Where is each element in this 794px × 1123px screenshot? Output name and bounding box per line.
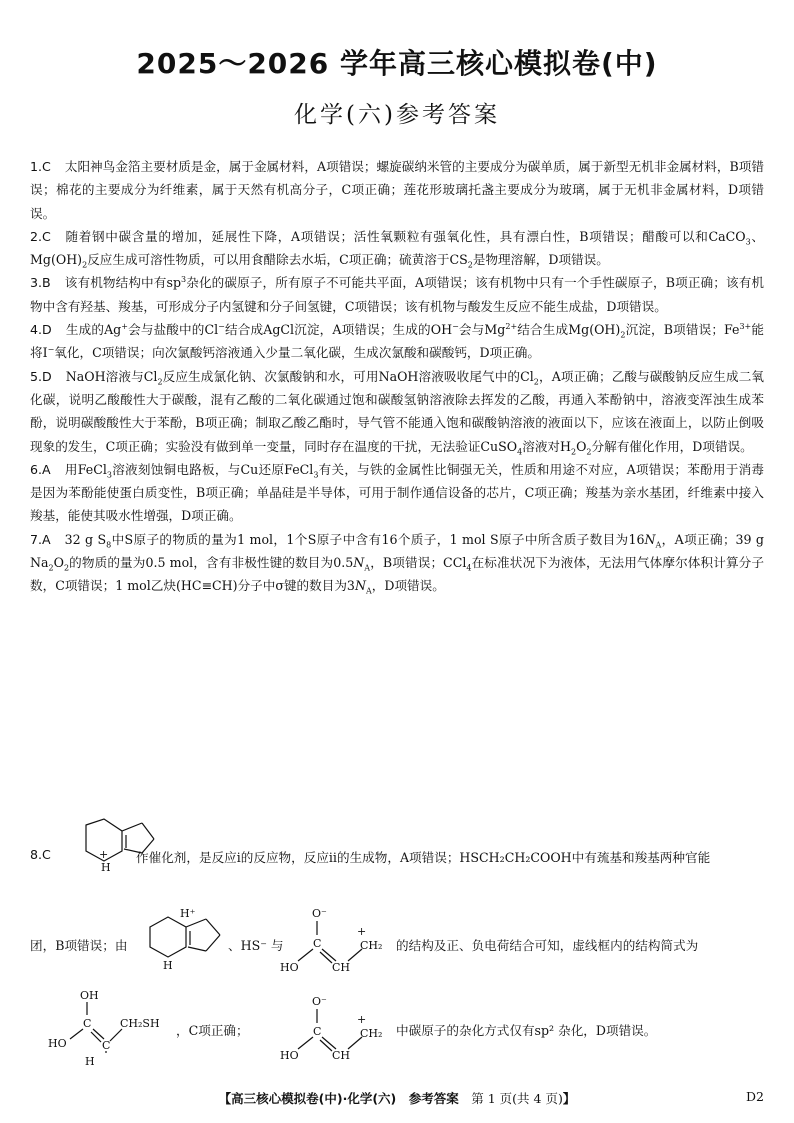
subscript: 8 bbox=[106, 540, 112, 550]
answer-text: 结合生成Mg(OH) bbox=[517, 322, 621, 338]
answer-text: 反应生成可溶性物质，可以用食醋除去水垢，C项正确；硫黄溶于CS bbox=[87, 252, 468, 268]
answer-number-8 bbox=[30, 847, 65, 862]
answer-text: 的结构及正、负电荷结合可知，虚线框内的结构简式为 bbox=[396, 938, 699, 953]
answer-text: 能将I bbox=[30, 322, 764, 361]
struct-label-ominus: O⁻ bbox=[312, 995, 327, 1008]
subscript: 4 bbox=[517, 447, 523, 457]
answer-8-line-1: 作催化剂，是反应ⅰ的反应物，反应ⅱ的生成物，A项错误；HSCH₂CH₂COOH中有巯基和羧基两种官能 bbox=[136, 850, 711, 865]
struct-label-ch: CH bbox=[332, 961, 351, 974]
subscript: A bbox=[365, 586, 372, 596]
superscript: − bbox=[47, 345, 55, 355]
subscript: 2 bbox=[533, 377, 539, 387]
page-subtitle: 化学(六)参考答案 bbox=[294, 102, 500, 128]
answer-text: 结合成AgCl沉淀，A项错误；生成的OH bbox=[224, 322, 453, 338]
avogadro-symbol: N bbox=[353, 555, 365, 571]
subscript: 2 bbox=[586, 447, 592, 457]
struct-label-c: C bbox=[313, 1025, 322, 1038]
answer-text: ，A项正确；乙酸与碳酸钠反应生成二氧化碳，说明乙酸酸性大于碳酸，混有乙酸的二氧化碳通过饱和碳酸氢钠溶液除去挥发的乙酸，再通入苯酚钠中，溶液变浑浊生成苯酚，说明碳酸酸性大于苯酚，B项正确；制取乙酸乙酯时，导气管不能通入饱和碳酸钠溶液的液面以下，应该在液面上，以防止倒吸现象的发生，C项正确；实验没有做到单一变量，同时存在温度的干扰，无法验证CuSO bbox=[30, 368, 765, 454]
page-footer bbox=[0, 1089, 794, 1107]
subscript: 2 bbox=[620, 330, 626, 340]
answer-letter: A bbox=[42, 461, 51, 477]
avogadro-symbol: N bbox=[354, 578, 366, 594]
subscript: 2 bbox=[48, 563, 54, 573]
struct-label-ho: HO bbox=[280, 1049, 299, 1062]
struct-label-ch: CH bbox=[332, 1049, 351, 1062]
answer-text: 杂化的碳原子，所有原子不可能共平面，A项错误；该有机物中只有一个手性碳原子，B项正确；该有机物中含有羟基、羧基，可形成分子内氢键和分子间氢键，C项错误；该有机物与酸发生反应不能生成盐，D项错误。 bbox=[30, 275, 764, 314]
answer-letter: A bbox=[42, 531, 51, 547]
answer-text: 溶液对H bbox=[522, 438, 571, 454]
superscript: 3+ bbox=[739, 321, 752, 331]
struct-label-ch2sh: CH₂SH bbox=[120, 1017, 160, 1030]
answer-number: 5. bbox=[30, 368, 43, 384]
struct-label-plus: + bbox=[357, 1013, 367, 1026]
struct-label-h: H bbox=[85, 1055, 95, 1068]
answer-letter: C bbox=[42, 228, 51, 244]
answer-5 bbox=[30, 365, 764, 458]
struct-label-hplus: H⁺ bbox=[180, 907, 196, 920]
paper-code: D2 bbox=[746, 1089, 764, 1104]
answer-number: 8. bbox=[30, 847, 43, 862]
answer-letter: B bbox=[42, 275, 51, 291]
struct-label-nh: H bbox=[163, 959, 173, 972]
answer-letter: C bbox=[42, 847, 51, 862]
subscript: 3 bbox=[745, 237, 751, 247]
answer-7 bbox=[30, 528, 764, 598]
subscript: 2 bbox=[157, 377, 163, 387]
answer-number: 4. bbox=[30, 322, 43, 338]
answer-text: ，A项正确；39 g Na bbox=[30, 531, 764, 571]
answer-number: 2. bbox=[30, 228, 43, 244]
subscript: 4 bbox=[466, 563, 472, 573]
answer-text: 在标准状况下为液体，无法用气体摩尔体积计算分子数，C项错误；1 mol乙炔(HC≡CH)分子中σ键的数目为3 bbox=[30, 555, 764, 594]
answer-explanation: 太阳神鸟金箔主要材质是金，属于金属材料，A项错误；螺旋碳纳米管的主要成分为碳单质，属于新型无机非金属材料，B项错误；棉花的主要成分为纤维素，属于天然有机高分子，C项正确；莲花形玻璃托盏主要成分为玻璃，属于无机非金属材料，D项错误。 bbox=[30, 159, 764, 221]
answer-letter: C bbox=[42, 159, 51, 174]
answer-text: ，B项错误；CCl bbox=[370, 555, 467, 571]
answer-4 bbox=[30, 318, 764, 365]
answer-text: 分解有催化作用，D项错误。 bbox=[591, 438, 753, 454]
superscript: 2+ bbox=[505, 321, 518, 331]
answer-text: 是物理溶解，D项错误。 bbox=[472, 252, 609, 268]
subscript: 2 bbox=[82, 260, 88, 270]
answer-text: 会与盐酸中的Cl bbox=[127, 322, 219, 338]
answer-number: 1. bbox=[30, 159, 43, 174]
superscript: − bbox=[218, 321, 225, 331]
answer-text: 的物质的量为0.5 mol，含有非极性键的数目为0.5 bbox=[69, 555, 354, 571]
answer-text: 有关，与铁的金属性比铜强无关，性质和用途不对应，A项错误；苯酚用于消毒是因为苯酚能使蛋白质变性，B项正确；单晶硅是半导体，可用于制作通信设备的芯片，C项正确；羧基为亲水基团，纤维素中接入羧基，能使其吸水性增强，D项正确。 bbox=[30, 461, 764, 524]
answer-text: 中碳原子的杂化方式仅有sp² 杂化，D项错误。 bbox=[396, 1023, 657, 1038]
struct-label-nh: H bbox=[101, 861, 111, 873]
answer-text: ，C项正确； bbox=[176, 1023, 249, 1038]
subscript: 3 bbox=[106, 470, 112, 480]
answer-text: 团，B项错误；由 bbox=[30, 938, 128, 953]
answer-number: 6. bbox=[30, 461, 43, 477]
answer-text: 溶液刻蚀铜电路板，与Cu还原FeCl bbox=[111, 461, 314, 477]
footer-bracket: 】 bbox=[562, 1091, 576, 1106]
enolate-structure-2 bbox=[280, 993, 390, 1063]
answer-text: NaOH溶液与Cl bbox=[65, 368, 158, 384]
footer-title: 【高三核心模拟卷(中)·化学(六) 参考答案 bbox=[218, 1091, 472, 1106]
struct-label-c: C bbox=[83, 1017, 92, 1030]
struct-label-ominus: O⁻ bbox=[312, 907, 327, 920]
subscript: 2 bbox=[570, 447, 577, 457]
answer-6 bbox=[30, 458, 764, 528]
answer-text: 随着钢中碳含量的增加，延展性下降，A项错误；活性氧颗粒有强氧化性，具有漂白性，B项错误；醋酸可以和CaCO bbox=[64, 228, 746, 244]
answer-letter: D bbox=[42, 322, 52, 338]
subscript: 2 bbox=[63, 563, 70, 573]
avogadro-symbol: N bbox=[644, 531, 656, 547]
answer-text: 、HS⁻ 与 bbox=[228, 938, 284, 953]
answer-text: 沉淀，B项错误；Fe bbox=[625, 322, 740, 338]
answer-number: 7. bbox=[30, 531, 43, 547]
struct-label-c: C bbox=[102, 1039, 111, 1052]
answer-text: 中S原子的物质的量为1 mol，1个S原子中含有16个质子，1 mol S原子中所含质子数目为16 bbox=[111, 531, 645, 547]
struct-label-ch2: CH₂ bbox=[360, 939, 383, 952]
answer-3 bbox=[30, 271, 764, 318]
subscript: 2 bbox=[467, 260, 473, 270]
answer-2 bbox=[30, 225, 764, 272]
enolate-structure bbox=[280, 905, 390, 975]
answer-letter: D bbox=[42, 368, 52, 384]
answer-text: ，D项错误。 bbox=[371, 578, 445, 594]
struct-label-oh: OH bbox=[80, 989, 99, 1002]
superscript: + bbox=[121, 321, 128, 331]
struct-label-plus: + bbox=[99, 848, 109, 861]
enol-thiol-structure bbox=[48, 987, 178, 1057]
subscript: A bbox=[364, 563, 371, 573]
answer-text: 反应生成氯化钠、次氯酸钠和水，可用NaOH溶液吸收尾气中的Cl bbox=[162, 368, 534, 384]
answer-text: 、Mg(OH) bbox=[30, 228, 764, 268]
answer-text: 氧化，C项错误；向次氯酸钙溶液通入少量二氧化碳，生成次氯酸和碳酸钙，D项正确。 bbox=[54, 345, 540, 361]
answer-text: 生成的Ag bbox=[65, 322, 122, 338]
answer-list bbox=[30, 155, 764, 598]
answer-text: 用FeCl bbox=[64, 461, 107, 477]
answer-number: 3. bbox=[30, 275, 43, 291]
answer-text: 32 g S bbox=[64, 531, 107, 547]
answer-text: O bbox=[576, 438, 587, 454]
protonated-catalyst-structure bbox=[140, 905, 240, 975]
answer-text: 会与Mg bbox=[458, 322, 506, 338]
struct-label-ho: HO bbox=[280, 961, 299, 974]
page-number: 第 1 页(共 4 页) bbox=[471, 1091, 563, 1106]
struct-label-c: C bbox=[313, 937, 322, 950]
answer-1 bbox=[30, 155, 764, 225]
struct-label-ho: HO bbox=[48, 1037, 67, 1050]
page-title: 2025～2026 学年高三核心模拟卷(中) bbox=[136, 47, 658, 80]
answer-text: O bbox=[53, 555, 64, 571]
superscript: 3 bbox=[181, 275, 187, 285]
superscript: − bbox=[452, 321, 459, 331]
subscript: A bbox=[655, 540, 662, 550]
subscript: 3 bbox=[313, 470, 319, 480]
struct-label-plus: + bbox=[357, 925, 367, 938]
struct-label-ch2: CH₂ bbox=[360, 1027, 383, 1040]
answer-text: 该有机物结构中有sp bbox=[64, 275, 182, 291]
